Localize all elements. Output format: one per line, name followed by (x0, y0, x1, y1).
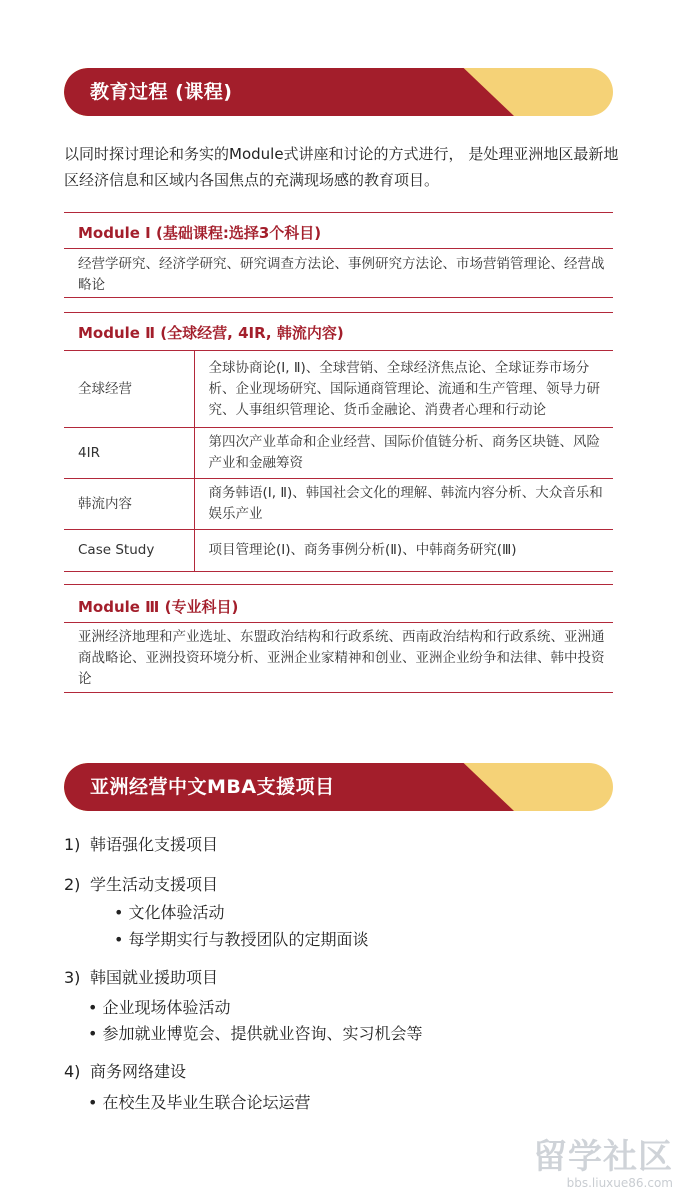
table-value: 商务韩语(Ⅰ, Ⅱ)、韩国社会文化的理解、韩流内容分析、大众音乐和娱乐产业 (194, 479, 613, 530)
item-label: 韩国就业援助项目 (90, 968, 219, 987)
module-2-heading: Module Ⅱ (全球经营, 4IR, 韩流内容) (78, 324, 344, 342)
table-row (64, 428, 613, 479)
table-row (64, 530, 613, 572)
watermark-text: 留学社区 (533, 1137, 673, 1177)
divider (64, 584, 613, 585)
item-label: 学生活动支援项目 (90, 875, 219, 894)
divider (64, 692, 613, 693)
table-key: 全球经营 (64, 351, 194, 428)
divider (64, 312, 613, 313)
module-3-courses: 亚洲经济地理和产业选址、东盟政治结构和行政系统、西南政治结构和行政系统、亚洲通商战略论、亚洲投资环境分析、亚洲企业家精神和创业、亚洲企业纷争和法律、韩中投资论 (78, 629, 605, 687)
list-subitem: • 参加就业博览会、提供就业咨询、实习机会等 (88, 1024, 423, 1043)
list-item (64, 965, 218, 988)
divider (64, 212, 613, 213)
list-item (64, 1059, 186, 1082)
table-key: 4IR (64, 428, 194, 479)
divider (64, 297, 613, 298)
watermark-url: bbs.liuxue86.com (566, 1176, 673, 1190)
list-subitem: • 文化体验活动 (114, 903, 225, 922)
list-subitem: • 每学期实行与教授团队的定期面谈 (114, 930, 369, 949)
module-1-courses: 经营学研究、经济学研究、研究调查方法论、事例研究方法论、市场营销管理论、经营战略论 (78, 256, 605, 293)
item-label: 商务网络建设 (90, 1062, 187, 1081)
list-item (64, 832, 218, 855)
module-2-table (64, 350, 613, 572)
section-title-curriculum: 教育过程 (课程) (90, 81, 233, 103)
intro-paragraph: 以同时探讨理论和务实的Module式讲座和讨论的方式进行， 是处理亚洲地区最新地区经济信息和区域内各国焦点的充满现场感的教育项目。 (64, 145, 619, 189)
module-3-heading: Module Ⅲ (专业科目) (78, 598, 239, 616)
section-title-support: 亚洲经营中文MBA支援项目 (90, 776, 335, 798)
section-banner-curriculum (64, 68, 613, 116)
item-label: 韩语强化支援项目 (90, 835, 219, 854)
watermark-logo (533, 1138, 673, 1190)
table-row (64, 479, 613, 530)
item-number: 2) (64, 875, 81, 894)
item-number: 1) (64, 835, 81, 854)
divider (64, 248, 613, 249)
divider (64, 622, 613, 623)
list-item (64, 872, 218, 895)
table-key: 韩流内容 (64, 479, 194, 530)
table-value: 第四次产业革命和企业经营、国际价值链分析、商务区块链、风险产业和金融筹资 (194, 428, 613, 479)
item-number: 3) (64, 968, 81, 987)
module-1-heading: Module Ⅰ (基础课程:选择3个科目) (78, 224, 322, 242)
section-banner-support (64, 763, 613, 811)
list-subitem: • 企业现场体验活动 (88, 998, 231, 1017)
table-key: Case Study (64, 530, 194, 572)
table-value: 全球协商论(Ⅰ, Ⅱ)、全球营销、全球经济焦点论、全球证券市场分析、企业现场研究、国际通商管理论、流通和生产管理、领导力研究、人事组织管理论、货币金融论、消费者心理和行动论 (194, 351, 613, 428)
table-value: 项目管理论(Ⅰ)、商务事例分析(Ⅱ)、中韩商务研究(Ⅲ) (194, 530, 613, 572)
table-row (64, 351, 613, 428)
item-number: 4) (64, 1062, 81, 1081)
list-subitem: • 在校生及毕业生联合论坛运营 (88, 1093, 311, 1112)
